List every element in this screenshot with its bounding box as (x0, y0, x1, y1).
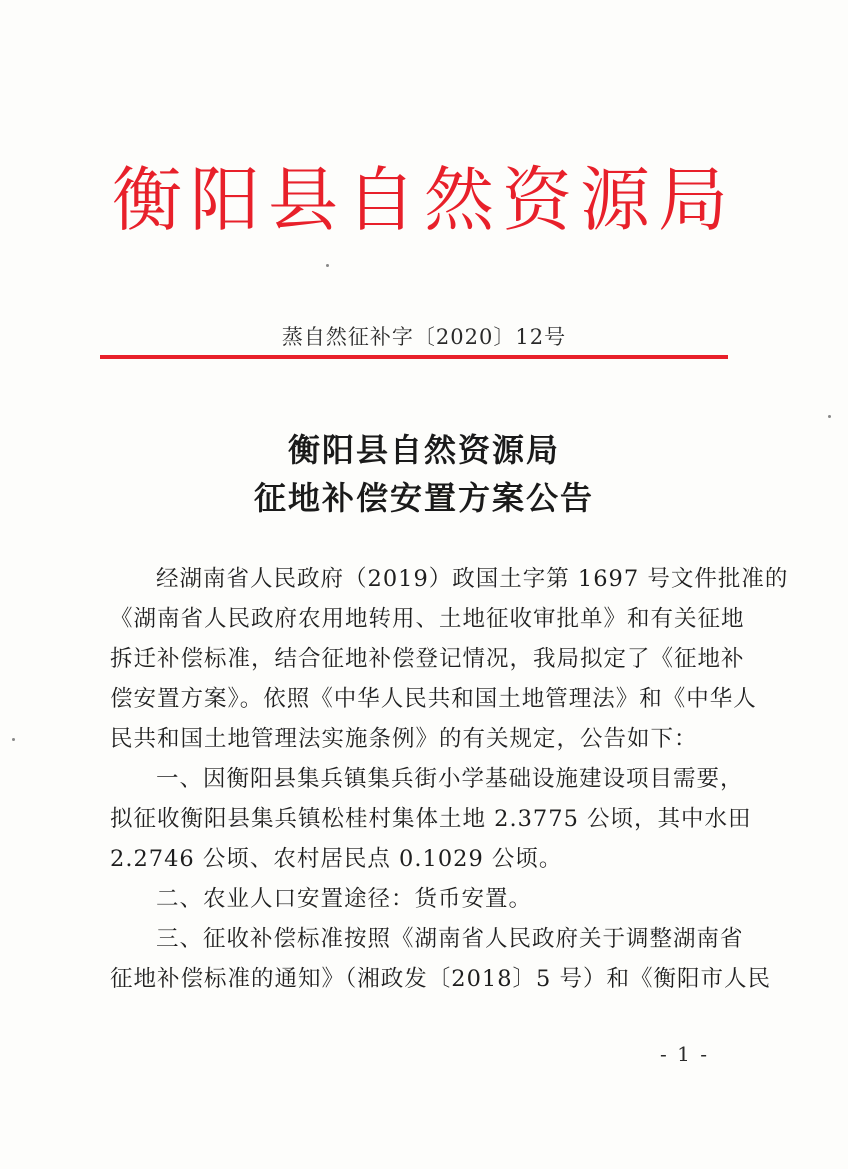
notice-title-line-1: 衡阳县自然资源局 (287, 431, 560, 469)
body-line-7: 拟征收衡阳县集兵镇松桂村集体土地 2.3775 公顷，其中水田 (110, 806, 752, 832)
scan-speck (326, 264, 329, 267)
body-line-8: 2.2746 公顷、农村居民点 0.1029 公顷。 (110, 846, 563, 872)
issuing-org-header: 衡阳县自然资源局 (112, 159, 736, 241)
scan-speck (12, 738, 15, 741)
red-divider-line (100, 355, 728, 359)
body-line-4: 偿安置方案》。依照《中华人民共和国土地管理法》和《中华人 (110, 686, 757, 712)
body-line-3: 拆迁补偿标准，结合征地补偿登记情况，我局拟定了《征地补 (110, 646, 745, 672)
body-line-1: 经湖南省人民政府（2019）政国土字第 1697 号文件批准的 (156, 566, 789, 592)
body-line-6: 一、因衡阳县集兵镇集兵街小学基础设施建设项目需要， (156, 766, 744, 792)
notice-title-line-2: 征地补偿安置方案公告 (253, 479, 594, 517)
body-line-5: 民共和国土地管理法实施条例》的有关规定，公告如下： (110, 726, 698, 752)
body-line-9: 二、农业人口安置途径：货币安置。 (156, 886, 533, 912)
page-number: - 1 - (660, 1042, 709, 1066)
body-line-10: 三、征收补偿标准按照《湖南省人民政府关于调整湖南省 (156, 926, 744, 952)
document-number: 蒸自然征补字〔2020〕12号 (281, 325, 567, 349)
body-line-11: 征地补偿标准的通知》（湘政发〔2018〕5 号）和《衡阳市人民 (110, 966, 771, 992)
scan-speck (828, 415, 831, 418)
body-line-2: 《湖南省人民政府农用地转用、土地征收审批单》和有关征地 (110, 606, 745, 632)
